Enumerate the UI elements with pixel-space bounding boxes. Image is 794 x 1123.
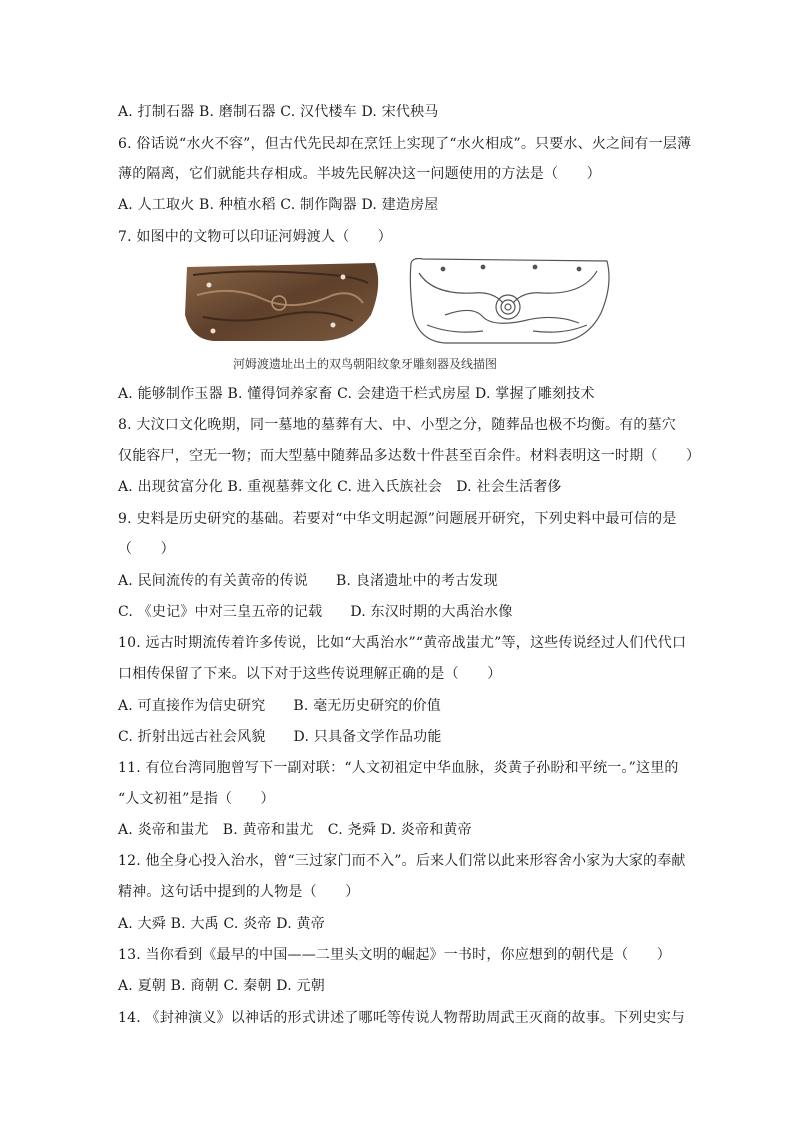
question-8-options: A. 出现贫富分化 B. 重视墓葬文化 C. 进入氏族社会 D. 社会生活奢侈 <box>118 479 562 495</box>
question-7-stem: 7. 如图中的文物可以印证河姆渡人（ ） <box>118 229 393 245</box>
question-13-options: A. 夏朝 B. 商朝 C. 秦朝 D. 元朝 <box>118 978 325 994</box>
question-11-options: A. 炎帝和蚩尤 B. 黄帝和蚩尤 C. 尧舜 D. 炎帝和黄帝 <box>118 822 472 838</box>
question-11-stem-line-2: “人文初祖”是指（ ） <box>118 791 275 807</box>
question-9-stem-line-2: （ ） <box>118 541 175 557</box>
question-14-stem-line-1: 14. 《封神演义》以神话的形式讲述了哪吒等传说人物帮助周武王灭商的故事。下列史实与 <box>118 1010 686 1026</box>
question-12-stem-line-2: 精神。这句话中提到的人物是（ ） <box>118 884 360 900</box>
question-8-stem-line-1: 8. 大汶口文化晚期，同一墓地的墓葬有大、中、小型之分，随葬品也极不均衡。有的墓穴 <box>118 417 677 433</box>
question-12-options: A. 大舜 B. 大禹 C. 炎帝 D. 黄帝 <box>118 916 325 932</box>
question-12-stem-line-1: 12. 他全身心投入治水，曾“三过家门而不入”。后来人们常以此来形容舍小家为大家的奉献 <box>118 853 686 869</box>
hemudu-artifact-figure <box>183 255 613 350</box>
question-6-stem-line-2: 薄的隔离，它们就能共存相成。半坡先民解决这一问题使用的方法是（ ） <box>118 166 601 182</box>
figure-caption: 河姆渡遗址出土的双鸟朝阳纹象牙雕刻器及线描图 <box>233 357 498 371</box>
question-7-options: A. 能够制作玉器 B. 懂得饲养家畜 C. 会建造干栏式房屋 D. 掌握了雕刻技术 <box>118 386 595 402</box>
artifact-line-drawing <box>410 259 609 344</box>
artifact-photo <box>185 263 378 341</box>
question-5-options: A. 打制石器 B. 磨制石器 C. 汉代楼车 D. 宋代秧马 <box>118 104 439 120</box>
question-9-stem-line-1: 9. 史料是历史研究的基础。若要对“中华文明起源”问题展开研究，下列史料中最可信的是 <box>118 511 677 527</box>
question-11-stem-line-1: 11. 有位台湾同胞曾写下一副对联：“人文初祖定中华血脉，炎黄子孙盼和平统一。”这里的 <box>118 760 679 776</box>
question-10-stem-line-2: 口相传保留了下来。以下对于这些传说理解正确的是（ ） <box>118 666 502 682</box>
question-13-stem: 13. 当你看到《最早的中国——二里头文明的崛起》一书时，你应想到的朝代是（ ） <box>118 947 671 963</box>
artifact-images <box>183 255 613 350</box>
question-6-options: A. 人工取火 B. 种植水稻 C. 制作陶器 D. 建造房屋 <box>118 197 439 213</box>
question-10-options-row-2: C. 折射出远古社会风貌 D. 只具备文学作品功能 <box>118 729 442 745</box>
question-9-options-row-2: C. 《史记》中对三皇五帝的记载 D. 东汉时期的大禹治水像 <box>118 604 513 620</box>
question-6-stem-line-1: 6. 俗话说“水火不容”，但古代先民却在烹饪上实现了“水火相成”。只要水、火之间有一层薄 <box>118 136 692 152</box>
question-8-stem-line-2: 仅能容尸，空无一物；而大型墓中随葬品多达数十件甚至百余件。材料表明这一时期（ ） <box>118 448 701 464</box>
question-9-options-row-1: A. 民间流传的有关黄帝的传说 B. 良渚遗址中的考古发现 <box>118 573 498 589</box>
question-10-stem-line-1: 10. 远古时期流传着许多传说，比如“大禹治水”“黄帝战蚩尤”等，这些传说经过人们代代口 <box>118 635 687 651</box>
question-10-options-row-1: A. 可直接作为信史研究 B. 毫无历史研究的价值 <box>118 698 442 714</box>
